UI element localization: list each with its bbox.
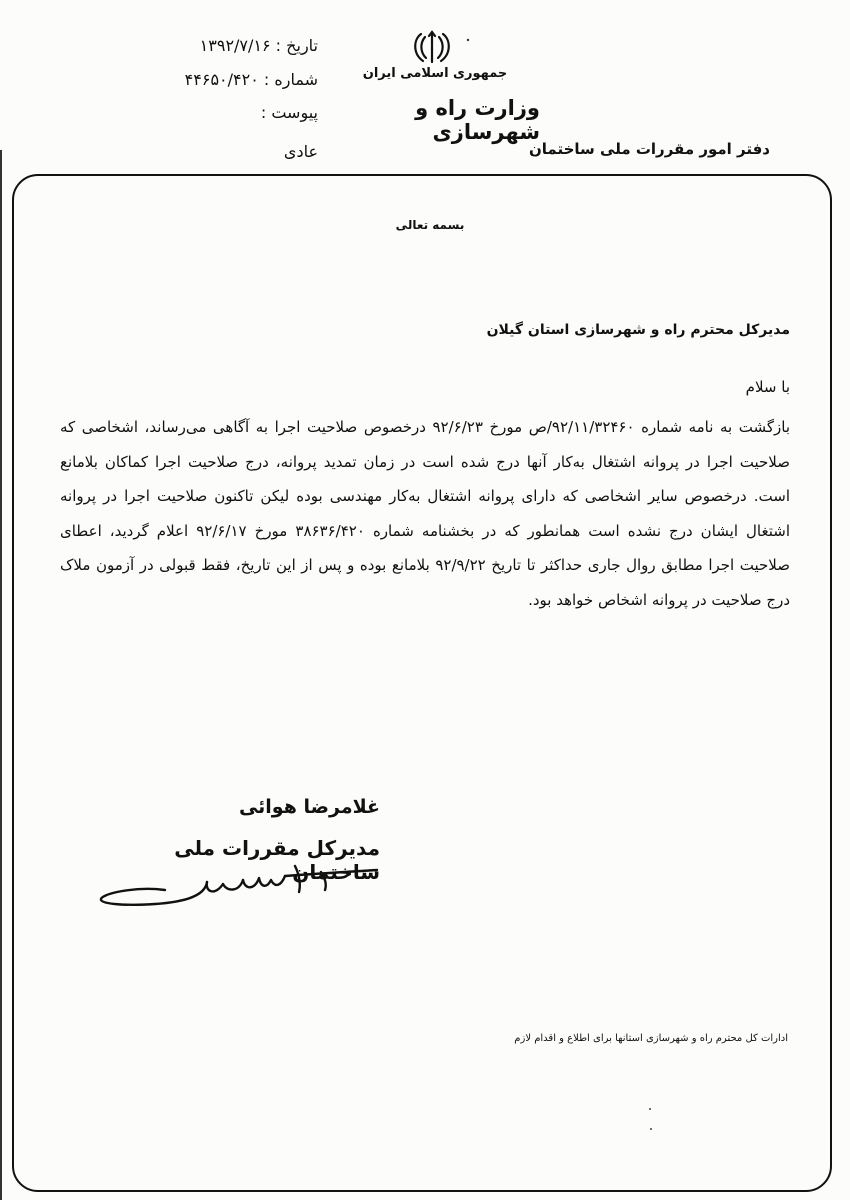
letter-date: تاریخ : ۱۳۹۲/۷/۱۶ [199, 36, 318, 55]
scan-edge-line [0, 150, 2, 1200]
addressee: مدیرکل محترم راه و شهرسازی استان گیلان [486, 322, 790, 338]
letter-body: بازگشت به نامه شماره ۹۲/۱۱/۳۲۴۶۰/ص مورخ ۹۲/۶/۲۳ درخصوص صلاحیت اجرا به آگاهی می‌رساند، اشخاصی که صلاحیت اجرا در پروانه اشتغال به‌کار آنها درج شده است در زمان تمدید پروانه، درج صلاحیت اجرا کماکان بلامانع است. درخصوص سایر اشخاصی که دارای پروانه اشتغال به‌کار مهندسی بوده لیکن تاکنون صلاحیت اجرا در پروانه اشتغال ایشان درج نشده است همانطور که در بخشنامه شماره ۳۸۶۳۶/۴۲۰ مورخ ۹۲/۶/۱۷ اعلام گردید، اعطای صلاحیت اجرا مطابق روال جاری حداکثر تا تاریخ ۹۲/۹/۲۲ بلامانع بوده و پس از این تاریخ، فقط قبولی در آزمون ملاک درج صلاحیت در پروانه اشخاص خواهد بود. [60, 418, 791, 609]
signer-name: غلامرضا هوائی [238, 796, 380, 818]
classification: عادی [283, 142, 318, 161]
country-name: جمهوری اسلامی ایران [362, 66, 508, 81]
attachment-label: پیوست : [260, 103, 318, 122]
scan-specks [640, 1105, 660, 1135]
office-name: دفتر امور مقررات ملی ساختمان [529, 140, 770, 158]
letter-number: شماره : ۴۴۶۵۰/۴۲۰ [184, 70, 318, 89]
iran-emblem-icon [404, 28, 460, 68]
scan-speck [466, 38, 470, 42]
greeting: با سلام [745, 378, 790, 396]
ministry-name: وزارت راه و شهرسازی [415, 96, 540, 144]
handwritten-signature [95, 862, 380, 914]
signer-title: مدیرکل مقررات ملی ساختمان [174, 836, 380, 884]
bismillah: بسمه تعالی [395, 218, 465, 232]
cc-recipients: ادارات کل محترم راه و شهرسازی استانها برای اطلاع و اقدام لازم [514, 1033, 788, 1044]
